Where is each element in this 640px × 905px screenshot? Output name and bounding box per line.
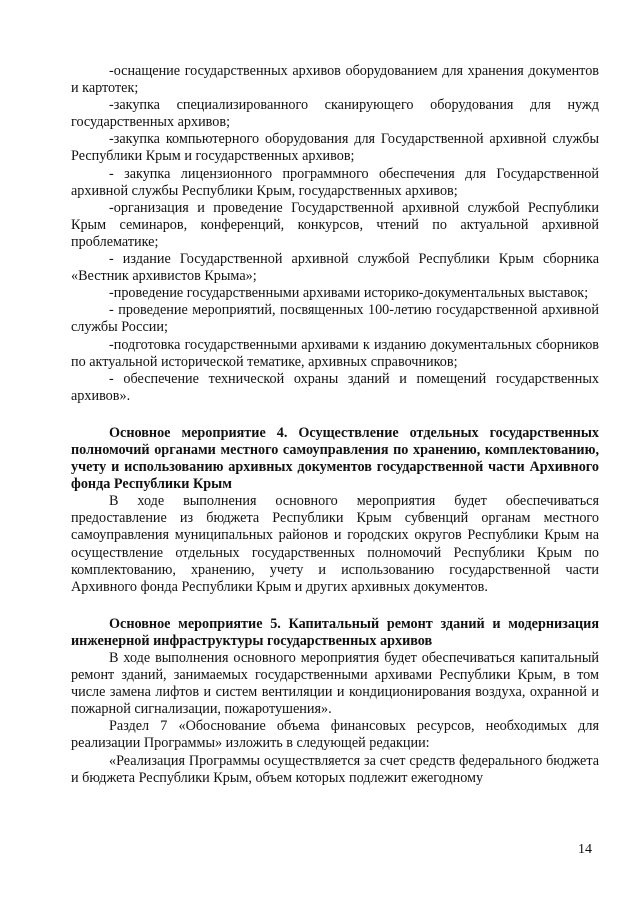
list-item: -закупка компьютерного оборудования для Государственной архивной службы Республики Крым и государственных архивов; (71, 131, 599, 165)
list-item: - проведение мероприятий, посвященных 100-летию государственной архивной службы России; (71, 302, 599, 336)
list-item: -организация и проведение Государственной архивной службой Республики Крым семинаров, конференций, конкурсов, чтений по актуальной архивной проблематике; (71, 199, 599, 250)
quote-paragraph: «Реализация Программы осуществляется за счет средств федерального бюджета и бюджета Республики Крым, объем которых подлежит ежегодному (71, 752, 599, 786)
list-item: -проведение государственными архивами историко-документальных выставок; (109, 285, 589, 302)
list-item: - издание Государственной архивной службой Республики Крым сборника «Вестник архивистов Крыма»; (71, 251, 599, 285)
list-item: -подготовка государственными архивами к изданию документальных сборников по актуальной исторической тематике, архивных справочников; (71, 336, 599, 370)
page-number: 14 (578, 842, 592, 857)
section-4-heading: Основное мероприятие 4. Осуществление отдельных государственных полномочий органами местного самоуправления по хранению, комплектованию, учету и использованию архивных документов государственной части Архивного фонда Республики Крым (71, 424, 599, 493)
spacer (71, 596, 599, 616)
razdel-7-paragraph: Раздел 7 «Обоснование объема финансовых ресурсов, необходимых для реализации Программы» изложить в следующей редакции: (71, 718, 599, 752)
list-item: - закупка лицензионного программного обеспечения для Государственной архивной службы Республики Крым, государственных архивов; (71, 165, 599, 199)
list-item: -оснащение государственных архивов оборудованием для хранения документов и картотек; (71, 63, 599, 97)
document-body (71, 63, 599, 787)
spacer (71, 405, 599, 425)
section-4-body: В ходе выполнения основного мероприятия будет обеспечиваться предоставление из бюджета Республики Крым субвенций органам местного самоуправления муниципальных районов и городских округов Республики Крым на осуществление отдельных государственных полномочий Республики Крым по комплектованию, хранению, учету и использованию государственной части Архивного фонда Республики Крым и других архивных документов. (71, 493, 599, 595)
list-item: -закупка специализированного сканирующего оборудования для нужд государственных архивов; (71, 97, 599, 131)
section-5-body: В ходе выполнения основного мероприятия будет обеспечиваться капитальный ремонт зданий, занимаемых государственными архивами Республики Крым, в том числе замена лифтов и систем вентиляции и кондиционирования воздуха, охранной и пожарной сигнализации, пожаротушения». (71, 650, 599, 718)
list-item: - обеспечение технической охраны зданий и помещений государственных архивов». (71, 370, 599, 404)
section-5-heading: Основное мероприятие 5. Капитальный ремонт зданий и модернизация инженерной инфраструктуры государственных архивов (71, 615, 599, 649)
